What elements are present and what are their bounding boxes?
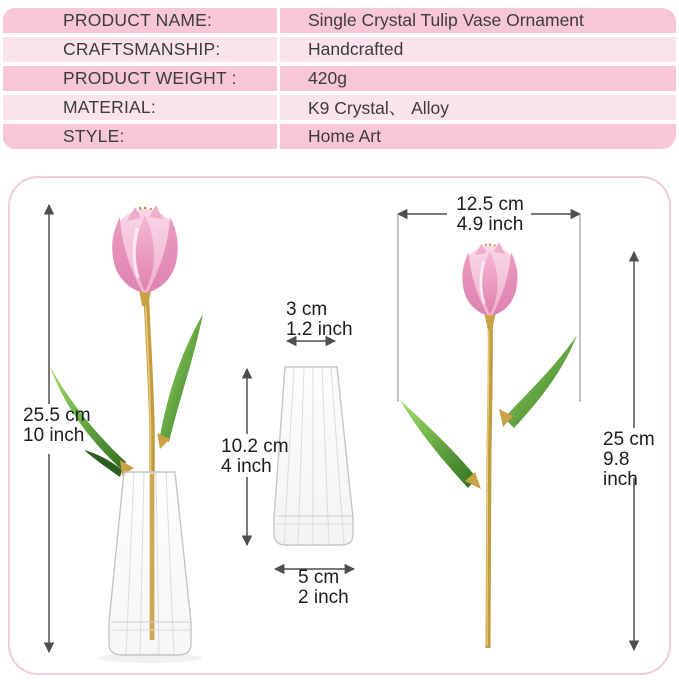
spec-label: CRAFTSMANSHIP: bbox=[3, 37, 277, 62]
spec-label: PRODUCT NAME: bbox=[3, 8, 277, 33]
dimension-label-vase-top-width bbox=[286, 300, 353, 340]
dimension-cm: 25 cm bbox=[603, 429, 655, 450]
tulip-bloom bbox=[112, 205, 178, 293]
dimension-cm: 10.2 cm bbox=[221, 436, 289, 457]
spec-value: K9 Crystal、 Alloy bbox=[280, 95, 676, 120]
spec-value: Single Crystal Tulip Vase Ornament bbox=[280, 8, 676, 33]
dimension-cm: 5 cm bbox=[298, 567, 340, 588]
dimension-inch: 4 inch bbox=[221, 456, 272, 477]
dimension-inch: 9.8 inch bbox=[603, 449, 638, 490]
spec-row-material bbox=[3, 95, 676, 120]
dimension-label-flower-height bbox=[603, 430, 669, 490]
dimension-inch: 1.2 inch bbox=[286, 319, 353, 340]
leaf bbox=[160, 314, 203, 442]
leaf bbox=[400, 400, 477, 488]
spec-label: STYLE: bbox=[3, 124, 277, 149]
spec-value: Handcrafted bbox=[280, 37, 676, 62]
leaf bbox=[504, 335, 577, 428]
dimension-diagram bbox=[8, 176, 671, 675]
dimension-label-vase-bottom-width bbox=[298, 568, 349, 608]
dimension-inch: 4.9 inch bbox=[456, 214, 524, 235]
dimension-cm: 12.5 cm bbox=[456, 194, 524, 215]
spec-row-product-weight bbox=[3, 66, 676, 91]
right-tulip-figure bbox=[398, 214, 634, 650]
spec-label: MATERIAL: bbox=[3, 95, 277, 120]
spec-row-craftsmanship bbox=[3, 37, 676, 62]
dimension-cm: 3 cm bbox=[286, 299, 328, 320]
dimension-cm: 25.5 cm bbox=[23, 405, 91, 426]
dimension-label-vase-height bbox=[221, 437, 289, 477]
spec-row-product-name bbox=[3, 8, 676, 33]
dimension-inch: 2 inch bbox=[298, 587, 349, 608]
dimension-label-flower-width bbox=[431, 195, 549, 235]
dimension-label-total-height bbox=[23, 406, 91, 446]
dimension-inch: 10 inch bbox=[23, 425, 85, 446]
spec-value: 420g bbox=[280, 66, 676, 91]
spec-value: Home Art bbox=[280, 124, 676, 149]
spec-label: PRODUCT WEIGHT : bbox=[3, 66, 277, 91]
tulip-bloom bbox=[462, 242, 517, 316]
crystal-vase bbox=[109, 472, 191, 655]
spec-table bbox=[3, 8, 676, 149]
spec-row-style bbox=[3, 124, 676, 149]
